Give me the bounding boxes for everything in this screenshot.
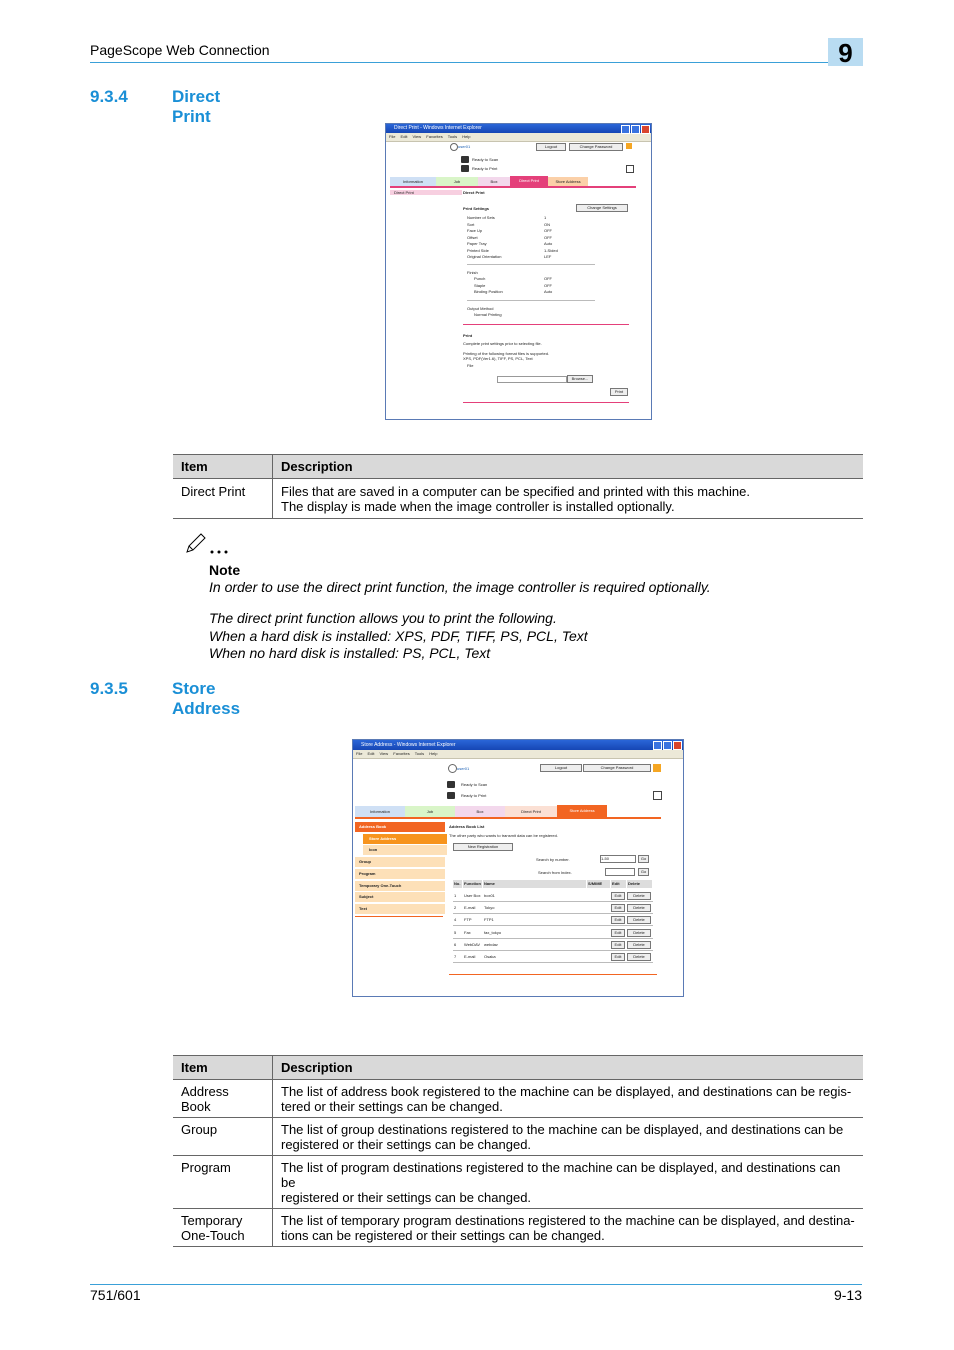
footer-rule bbox=[90, 1284, 862, 1285]
delete-button[interactable]: Delete bbox=[627, 941, 651, 949]
pencil-icon bbox=[185, 532, 233, 561]
printer-icon bbox=[461, 165, 469, 172]
finish-name: Binding Position bbox=[474, 289, 503, 294]
browse-button[interactable]: Browse... bbox=[567, 375, 593, 383]
desc-line: Files that are saved in a computer can be specified and printed with this machine. bbox=[281, 484, 750, 499]
row-item bbox=[173, 1118, 273, 1156]
finish-label: Finish bbox=[467, 270, 478, 275]
desc-line: The list of temporary program destinations registered to the machine can be displayed, and destina- bbox=[281, 1213, 855, 1228]
setting-value: 1-Sided bbox=[544, 247, 558, 253]
row-description bbox=[273, 1209, 864, 1247]
refresh-icon[interactable] bbox=[626, 165, 634, 173]
table-cell: FTP1 bbox=[484, 917, 494, 923]
note-text: When no hard disk is installed: PS, PCL, Text bbox=[209, 645, 491, 661]
separator bbox=[463, 324, 629, 325]
note-text: In order to use the direct print function, the image controller is required optionally. bbox=[209, 579, 711, 595]
desc-line: The display is made when the image controller is installed optionally. bbox=[281, 499, 675, 514]
table-cell: FTP bbox=[464, 917, 472, 923]
sidebar-item[interactable]: Subject bbox=[355, 892, 445, 902]
delete-button[interactable]: Delete bbox=[627, 916, 651, 924]
edit-button[interactable]: Edit bbox=[611, 941, 625, 949]
help-icon[interactable] bbox=[653, 764, 661, 772]
sidebar-item[interactable]: Temporary One-Touch bbox=[355, 881, 445, 891]
column-header: Function bbox=[464, 881, 481, 886]
edit-button[interactable]: Edit bbox=[611, 929, 625, 937]
print-button[interactable]: Print bbox=[610, 388, 628, 396]
go-button[interactable]: Go bbox=[638, 855, 649, 863]
edit-button[interactable]: Edit bbox=[611, 904, 625, 912]
store-address-table bbox=[173, 1055, 863, 1247]
print-format-note: Printing of the following format files is supported. bbox=[463, 351, 550, 356]
section-number: 9.3.4 bbox=[90, 87, 128, 106]
desc-line: tions can be registered or their settings can be changed. bbox=[281, 1228, 605, 1243]
desc-line: tered or their settings can be changed. bbox=[281, 1099, 503, 1114]
table-cell: Osaka bbox=[484, 954, 496, 959]
print-settings-label: Print Settings bbox=[463, 206, 490, 211]
setting-name: Sort bbox=[467, 221, 475, 227]
window-title: Store Address - Windows Internet Explorer bbox=[361, 742, 456, 748]
note-label: Note bbox=[209, 562, 241, 578]
table-cell: 6 bbox=[454, 941, 457, 947]
setting-name: Number of Sets bbox=[467, 215, 495, 220]
finish-name: Staple bbox=[474, 282, 486, 288]
desc-line: registered or their settings can be changed. bbox=[281, 1137, 532, 1152]
table-cell: E-mail bbox=[464, 954, 476, 959]
new-registration-button[interactable]: New Registration bbox=[453, 843, 513, 851]
window-titlebar bbox=[386, 124, 651, 133]
file-input[interactable] bbox=[497, 376, 567, 383]
tab-information[interactable]: Information bbox=[355, 806, 405, 817]
sidebar-item[interactable]: Store Address bbox=[363, 834, 447, 844]
search-number-select[interactable]: 1-50 bbox=[600, 855, 636, 863]
page-heading: Address Book List bbox=[449, 824, 485, 829]
tab-underline bbox=[390, 186, 636, 188]
user-icon bbox=[448, 764, 457, 773]
column-header: Name bbox=[483, 880, 586, 888]
setting-value: OFF bbox=[544, 228, 552, 233]
row-description bbox=[273, 1080, 864, 1118]
bottom-separator bbox=[463, 402, 629, 403]
header-rule bbox=[90, 62, 862, 63]
note-text: The direct print function allows you to print the following. bbox=[209, 610, 557, 626]
finish-name: Punch bbox=[474, 276, 486, 281]
table-cell: E-mail bbox=[464, 905, 476, 911]
setting-value: LEF bbox=[544, 254, 552, 259]
separator bbox=[467, 300, 595, 301]
edit-button[interactable]: Edit bbox=[611, 953, 625, 961]
tab-job[interactable]: Job bbox=[405, 806, 455, 817]
table-row bbox=[173, 1118, 863, 1156]
menu-bar[interactable]: File Edit View Favorites Tools Help bbox=[386, 133, 651, 142]
direct-print-table bbox=[173, 454, 863, 519]
item-line: Program bbox=[181, 1160, 231, 1175]
tab-direct-print[interactable]: Direct Print bbox=[505, 806, 557, 817]
menu-bar[interactable]: File Edit View Favorites Tools Help bbox=[353, 750, 683, 759]
col-description: Description bbox=[273, 1056, 864, 1080]
table-cell: webdav bbox=[484, 941, 498, 947]
tab-store-address[interactable]: Store Address bbox=[557, 805, 607, 817]
separator bbox=[467, 264, 595, 265]
note-text: When a hard disk is installed: XPS, PDF, TIFF, PS, PCL, Text bbox=[209, 628, 588, 644]
sidebar-item[interactable]: Group bbox=[355, 857, 445, 867]
status-scan: Ready to Scan bbox=[461, 782, 488, 787]
output-method-label: Output Method bbox=[467, 306, 494, 311]
col-item: Item bbox=[173, 1056, 273, 1080]
change-password-button[interactable]: Change Password bbox=[569, 143, 623, 151]
table-cell: fax_tokyo bbox=[484, 929, 502, 935]
setting-value: OFF bbox=[544, 234, 552, 240]
item-line: Address bbox=[181, 1084, 229, 1099]
setting-name: Face Up bbox=[467, 228, 483, 233]
status-scan: Ready to Scan bbox=[472, 157, 499, 162]
print-format-list: XPS, PDF(Ver1.6), TIFF, PS, PCL, Text bbox=[463, 356, 533, 361]
item-line: Temporary bbox=[181, 1213, 243, 1228]
go-button[interactable]: Go bbox=[638, 868, 649, 876]
window-titlebar bbox=[353, 740, 683, 750]
row-item bbox=[173, 1080, 273, 1118]
row-description bbox=[273, 479, 864, 519]
finish-value: OFF bbox=[544, 282, 552, 288]
search-index-label: Search from Index. bbox=[538, 870, 572, 875]
row-item bbox=[173, 1156, 273, 1209]
tab-direct-print[interactable]: Direct Print bbox=[510, 176, 548, 186]
section-title: Direct Print bbox=[172, 87, 221, 126]
table-cell: Fax bbox=[464, 929, 471, 935]
window-title: Direct Print - Windows Internet Explorer bbox=[394, 125, 482, 131]
desc-line: The list of program destinations registered to the machine can be displayed, and destinations can be bbox=[281, 1160, 841, 1190]
delete-button[interactable]: Delete bbox=[627, 929, 651, 937]
direct-print-screenshot bbox=[385, 123, 652, 420]
help-icon[interactable] bbox=[626, 143, 632, 149]
setting-name: Paper Tray bbox=[467, 241, 487, 246]
section-number: 9.3.5 bbox=[90, 679, 128, 698]
user-label: user01 bbox=[458, 144, 471, 149]
delete-button[interactable]: Delete bbox=[627, 953, 651, 961]
desc-line: The list of address book registered to the machine can be displayed, and destinations can be regis- bbox=[281, 1084, 852, 1099]
column-header: Delete bbox=[627, 880, 652, 888]
tab-store-address[interactable]: Store Address bbox=[548, 177, 588, 186]
table-cell: 1 bbox=[454, 893, 457, 898]
setting-name: Offset bbox=[467, 234, 478, 240]
refresh-icon[interactable] bbox=[653, 791, 662, 800]
table-row bbox=[173, 479, 863, 519]
logout-button[interactable]: Logout bbox=[536, 143, 566, 151]
output-method-value: Normal Printing bbox=[474, 312, 502, 317]
tab-box[interactable]: Box bbox=[455, 806, 505, 817]
table-cell: Tokyo bbox=[484, 905, 495, 911]
setting-value: ON bbox=[544, 221, 550, 227]
finish-value: OFF bbox=[544, 276, 552, 281]
maximize-icon[interactable] bbox=[663, 741, 672, 750]
print-note: Complete print settings prior to selecting file. bbox=[463, 341, 542, 346]
setting-name: Printed Side bbox=[467, 247, 489, 253]
print-label: Print bbox=[463, 333, 473, 338]
minimize-icon[interactable] bbox=[653, 741, 662, 750]
running-header: PageScope Web Connection bbox=[90, 42, 270, 58]
change-password-button[interactable]: Change Password bbox=[583, 764, 651, 772]
bottom-separator bbox=[449, 974, 657, 975]
desc-line: registered or their settings can be changed. bbox=[281, 1190, 532, 1205]
search-number-label: Search by number. bbox=[536, 857, 570, 862]
item-line: Group bbox=[181, 1122, 218, 1137]
table-cell: 4 bbox=[454, 917, 457, 923]
search-index-select[interactable] bbox=[605, 868, 635, 876]
page-subtext: The other party who wants to transmit data can be registered. bbox=[449, 833, 558, 838]
sidebar-item[interactable]: Icon bbox=[363, 845, 447, 855]
printer-icon bbox=[447, 792, 455, 799]
column-header: S/MIME bbox=[587, 880, 610, 888]
table-cell: box01 bbox=[484, 893, 495, 898]
sidebar-item[interactable]: Program bbox=[355, 869, 445, 879]
setting-name: Original Orientation bbox=[467, 254, 502, 259]
row-item: Direct Print bbox=[173, 479, 273, 519]
table-cell: 5 bbox=[454, 929, 457, 935]
setting-value: Auto bbox=[544, 241, 553, 246]
close-icon[interactable] bbox=[673, 741, 682, 750]
user-icon bbox=[450, 143, 458, 151]
table-cell: 7 bbox=[454, 954, 457, 959]
column-header: No. bbox=[454, 881, 461, 886]
file-label: File bbox=[467, 363, 474, 368]
status-print: Ready to Print bbox=[472, 166, 498, 171]
sidebar-item[interactable]: Text bbox=[355, 904, 445, 914]
sidebar-item-direct-print[interactable]: Direct Print bbox=[390, 190, 462, 195]
chapter-badge: 9 bbox=[828, 38, 863, 66]
tab-information[interactable]: Information bbox=[390, 177, 436, 186]
row-description bbox=[273, 1156, 864, 1209]
page-heading: Direct Print bbox=[463, 190, 485, 195]
change-settings-button[interactable]: Change Settings bbox=[576, 204, 628, 212]
item-line: One-Touch bbox=[181, 1228, 245, 1243]
status-print: Ready to Print bbox=[461, 793, 487, 798]
scanner-icon bbox=[447, 781, 455, 788]
edit-button[interactable]: Edit bbox=[611, 916, 625, 924]
finish-value: Auto bbox=[544, 289, 553, 294]
tab-box[interactable]: Box bbox=[478, 177, 510, 186]
edit-button[interactable]: Edit bbox=[611, 892, 625, 900]
close-icon[interactable] bbox=[641, 125, 650, 134]
delete-button[interactable]: Delete bbox=[627, 892, 651, 900]
table-cell: 2 bbox=[454, 905, 457, 911]
table-row bbox=[173, 1080, 863, 1118]
tab-underline bbox=[355, 817, 661, 819]
table-row bbox=[173, 1209, 863, 1247]
row-item bbox=[173, 1209, 273, 1247]
delete-button[interactable]: Delete bbox=[627, 904, 651, 912]
setting-value: 1 bbox=[544, 215, 547, 220]
col-item: Item bbox=[173, 455, 273, 479]
section-title: Store Address bbox=[172, 679, 241, 718]
table-cell: WebDAV bbox=[464, 941, 481, 947]
sidebar-divider bbox=[355, 916, 443, 917]
scanner-icon bbox=[461, 156, 469, 163]
col-description: Description bbox=[273, 455, 864, 479]
store-address-screenshot bbox=[352, 739, 684, 997]
item-line: Book bbox=[181, 1099, 211, 1114]
table-row bbox=[173, 1156, 863, 1209]
tab-job[interactable]: Job bbox=[436, 177, 478, 186]
column-header: Edit bbox=[611, 880, 626, 888]
table-cell: User Box bbox=[464, 893, 481, 898]
sidebar-item[interactable]: Address Book bbox=[355, 822, 445, 832]
row-description bbox=[273, 1118, 864, 1156]
maximize-icon[interactable] bbox=[631, 125, 640, 134]
logout-button[interactable]: Logout bbox=[540, 764, 582, 772]
page-number: 9-13 bbox=[833, 1287, 862, 1303]
desc-line: The list of group destinations registered to the machine can be displayed, and destinations can be bbox=[281, 1122, 844, 1137]
minimize-icon[interactable] bbox=[621, 125, 630, 134]
footer-model: 751/601 bbox=[90, 1287, 141, 1303]
user-label: user01 bbox=[457, 766, 470, 771]
